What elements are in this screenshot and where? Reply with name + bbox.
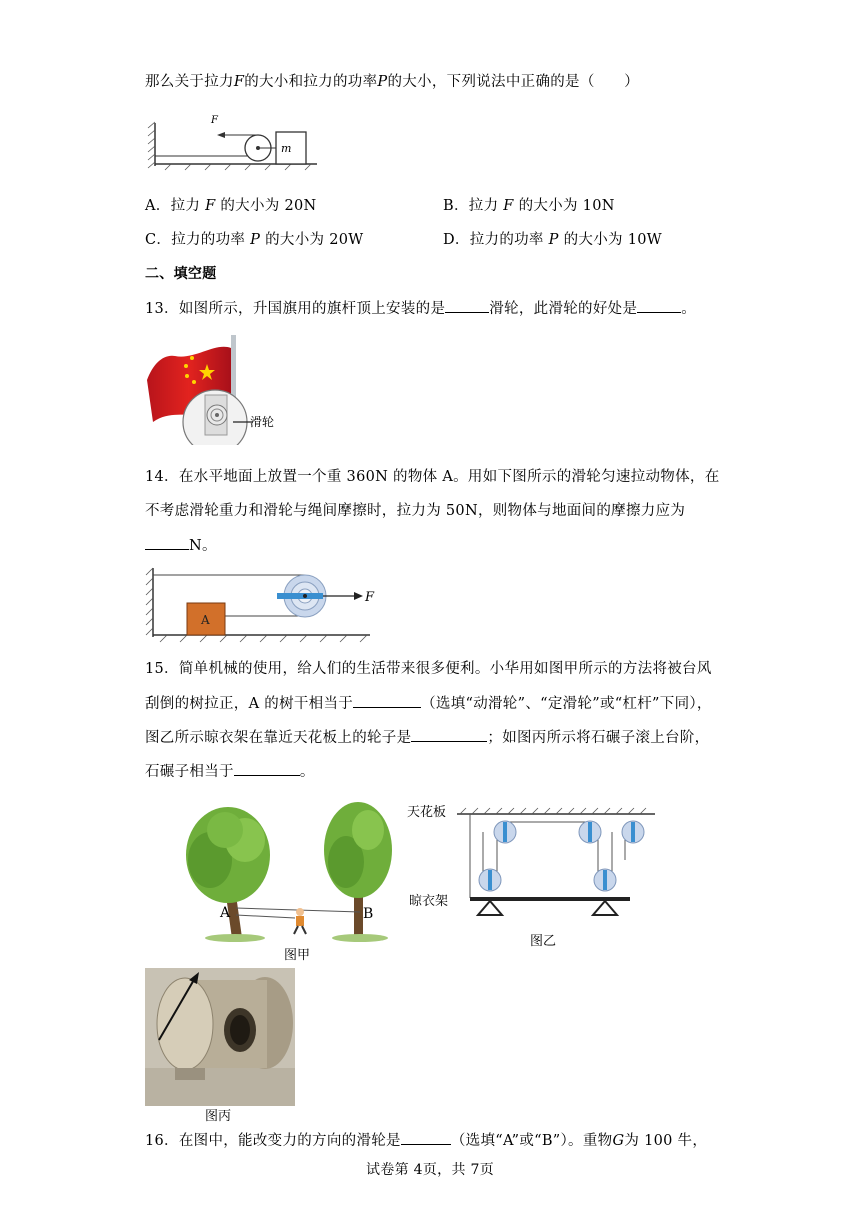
q13-blank-1[interactable] <box>445 298 489 313</box>
q16-blank[interactable] <box>401 1130 451 1145</box>
q15-fig-yi-rack-label: 晾衣架 <box>409 894 449 909</box>
q14-fig-a-label: A <box>201 613 210 627</box>
section-heading-fill-in: 二、填空题 <box>145 266 217 282</box>
q12-option-c: C．拉力的功率 P 的大小为 20W <box>145 232 364 248</box>
q12-option-a: A．拉力 F 的大小为 20N <box>145 198 317 214</box>
q15-fig-jia-b-label: B <box>363 906 374 922</box>
q14-line-1: 14．在水平地面上放置一个重 360N 的物体 A。用如下图所示的滑轮匀速拉动物体，在 <box>145 469 720 485</box>
q15-blank-1[interactable] <box>353 693 421 708</box>
q12-fig-m-label: m <box>281 142 292 155</box>
q13-blank-2[interactable] <box>637 298 681 313</box>
q12-option-b: B．拉力 F 的大小为 10N <box>443 198 615 214</box>
q13-stem: 13．如图所示，升国旗用的旗杆顶上安装的是 滑轮，此滑轮的好处是 。 <box>145 298 696 319</box>
q12-pulley-figure <box>145 108 330 176</box>
q15-line-4: 石碾子相当于 。 <box>145 761 315 782</box>
q15-line-1: 15．简单机械的使用，给人们的生活带来很多便利。小华用如图甲所示的方法将被台风 <box>145 661 712 677</box>
q13-flag-pulley-figure <box>145 330 285 445</box>
q15-line-2: 刮倒的树拉正，A 的树干相当于 （选填“动滑轮”、“定滑轮”或“杠杆”下同）， <box>145 693 712 714</box>
q15-caption-jia: 图甲 <box>284 948 311 963</box>
q14-fig-f-label: F <box>365 590 375 605</box>
q14-line-3: N。 <box>145 535 217 556</box>
q15-blank-3[interactable] <box>234 761 300 776</box>
q15-fig-bing-stone-roller <box>145 968 295 1106</box>
q12-fig-f-label: F <box>211 115 218 126</box>
q14-pulley-figure <box>145 563 380 645</box>
q14-blank[interactable] <box>145 535 189 550</box>
q12-option-d: D．拉力的功率 P 的大小为 10W <box>443 232 662 248</box>
q12-stem: 那么关于拉力F的大小和拉力的功率P的大小，下列说法中正确的是（ ） <box>145 74 640 90</box>
q15-blank-2[interactable] <box>411 727 487 742</box>
q16-stem: 16．在图中，能改变力的方向的滑轮是 （选填“A”或“B”）。重物G为 100 牛， <box>145 1130 707 1151</box>
q15-fig-yi-ceiling-label: 天花板 <box>407 805 447 820</box>
q14-line-2: 不考虑滑轮重力和滑轮与绳间摩擦时，拉力为 50N，则物体与地面间的摩擦力应为 <box>145 503 686 519</box>
q15-fig-jia-a-label: A <box>220 905 231 921</box>
q15-line-3: 图乙所示晾衣架在靠近天花板上的轮子是 ；如图丙所示将石碾子滚上台阶， <box>145 727 709 748</box>
q13-fig-pulley-label: 滑轮 <box>250 415 275 429</box>
q15-caption-yi: 图乙 <box>530 934 557 949</box>
q15-fig-jia-trees <box>170 800 410 960</box>
q15-fig-yi-clothes-rack <box>405 800 660 930</box>
page-footer: 试卷第 4页，共 7页 <box>365 1162 494 1178</box>
q15-caption-bing: 图丙 <box>205 1109 232 1124</box>
